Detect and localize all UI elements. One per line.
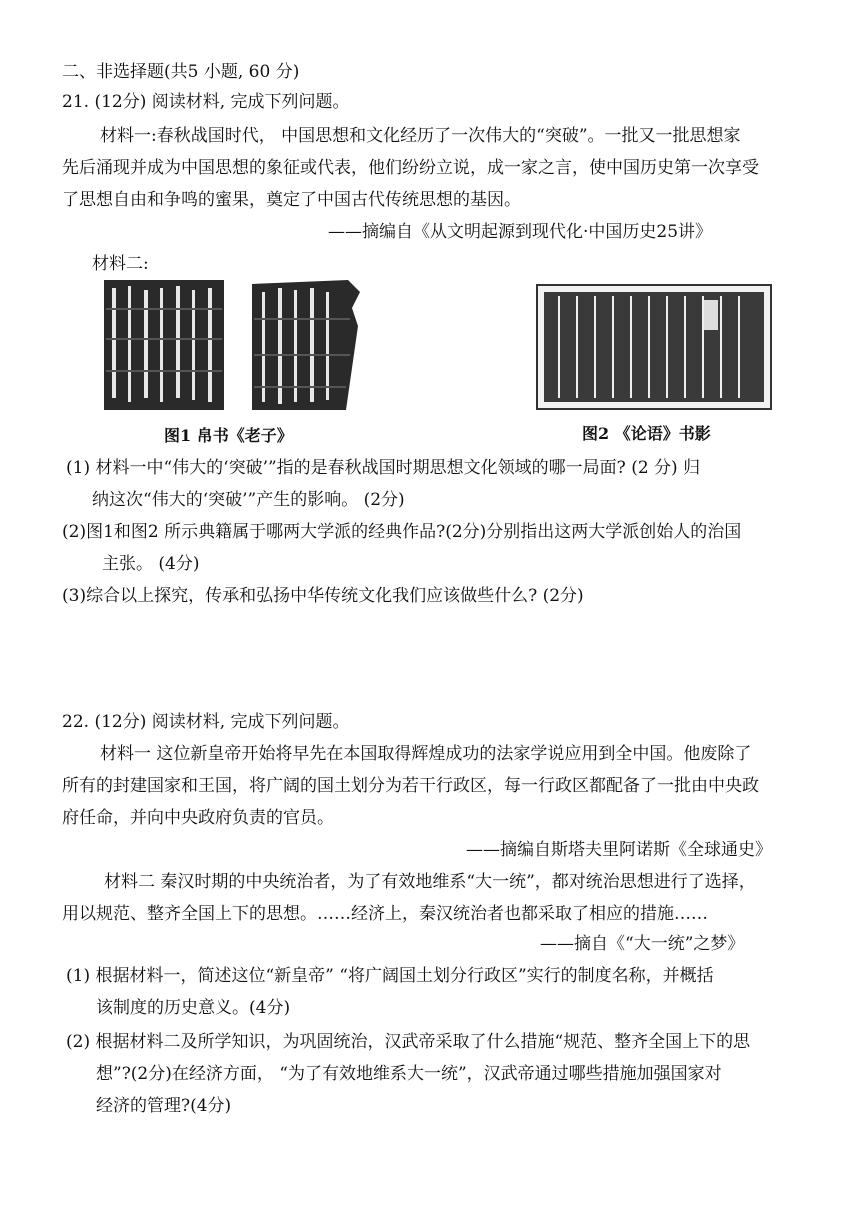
q22-subq2-line1: (2) 根据材料二及所学知识，为巩固统治，汉武帝采取了什么措施“规范、整齐全国上下的思 xyxy=(66,1032,751,1052)
q21-material1-line2: 先后涌现并成为中国思想的象征或代表，他们纷纷立说，成一家之言，使中国历史第一次享受 xyxy=(62,158,759,178)
q21-subq2-line2: 主张。 (4分) xyxy=(102,554,200,574)
q22-material1-line2: 所有的封建国家和王国，将广阔的国土划分为若干行政区，每一行政区都配备了一批由中央政 xyxy=(62,776,759,796)
q22-material2-source: ——摘自《“大一统”之梦》 xyxy=(540,934,745,954)
q21-subq3-line1: (3)综合以上探究，传承和弘扬中华传统文化我们应该做些什么? (2分) xyxy=(62,586,584,606)
q22-subq1-line2: 该制度的历史意义。(4分) xyxy=(96,998,291,1018)
figure1-caption: 图1 帛书《老子》 xyxy=(164,426,293,445)
figure2-caption: 图2 《论语》书影 xyxy=(582,424,711,443)
q21-material1-line1: 材料一:春秋战国时代， 中国思想和文化经历了一次伟大的“突破”。一批又一批思想家 xyxy=(100,126,741,146)
section-title: 二、非选择题(共5 小题, 60 分) xyxy=(62,62,300,82)
q22-header: 22. (12分) 阅读材料, 完成下列问题。 xyxy=(62,712,350,732)
silk-manuscript-laozi-image xyxy=(102,278,372,414)
q22-material1-source: ——摘编自斯塔夫里阿诺斯《全球通史》 xyxy=(466,840,772,860)
q21-material1-source: ——摘编自《从文明起源到现代化·中国历史25讲》 xyxy=(328,222,713,242)
analects-book-page-image xyxy=(536,284,772,410)
q22-subq2-line2: 想”?(2分)在经济方面， “为了有效地维系大一统”，汉武帝通过哪些措施加强国家对 xyxy=(96,1064,722,1084)
q21-subq2-line1: (2)图1和图2 所示典籍属于哪两大学派的经典作品?(2分)分别指出这两大学派创始人的治国 xyxy=(62,522,742,542)
q22-material2-line2: 用以规范、整齐全国上下的思想。……经济上，秦汉统治者也都采取了相应的措施…… xyxy=(62,904,708,924)
q21-subq1-line1: (1) 材料一中“伟大的‘突破’”指的是春秋战国时期思想文化领域的哪一局面? (2 分) 归 xyxy=(66,458,701,478)
q21-header: 21. (12分) 阅读材料, 完成下列问题。 xyxy=(62,92,350,112)
q22-material1-line3: 府任命，并向中央政府负责的官员。 xyxy=(62,808,334,828)
q21-material2-label: 材料二: xyxy=(92,254,149,274)
q21-subq1-line2: 纳这次“伟大的‘突破’”产生的影响。 (2分) xyxy=(92,490,405,510)
q22-subq1-line1: (1) 根据材料一，简述这位“新皇帝” “将广阔国土划分行政区”实行的制度名称，并概括 xyxy=(66,966,714,986)
q22-material1-line1: 材料一 这位新皇帝开始将早先在本国取得辉煌成功的法家学说应用到全中国。他废除了 xyxy=(100,744,752,764)
q22-subq2-line3: 经济的管理?(4分) xyxy=(96,1096,232,1116)
q22-material2-line1: 材料二 秦汉时期的中央统治者，为了有效地维系“大一统”，都对统治思想进行了选择， xyxy=(104,872,756,892)
q21-material1-line3: 了思想自由和争鸣的蜜果，奠定了中国古代传统思想的基因。 xyxy=(62,190,521,210)
